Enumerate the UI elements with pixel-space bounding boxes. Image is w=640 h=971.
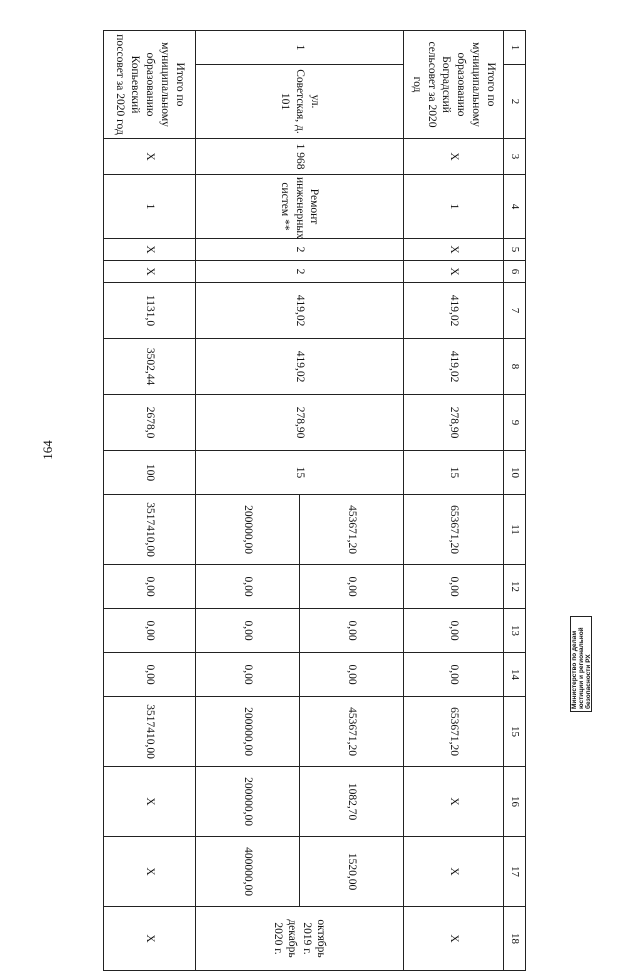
- table-cell: 0,00: [104, 565, 196, 609]
- table-cell: X: [404, 837, 504, 907]
- table-cell: X: [104, 767, 196, 837]
- table-cell: 0,00: [196, 565, 300, 609]
- col-header-5: 5: [504, 239, 526, 261]
- stamp-line: юстиции и региональной: [577, 627, 585, 709]
- table-cell: 0,00: [404, 653, 504, 697]
- table-cell: X: [104, 239, 196, 261]
- table-cell: 200000,00: [196, 697, 300, 767]
- address-cell: ул. Советская, д. 101: [196, 65, 404, 139]
- col-header-10: 10: [504, 451, 526, 495]
- header-row: [504, 31, 526, 971]
- table-cell: 100: [104, 451, 196, 495]
- table-cell: 2678,0: [104, 395, 196, 451]
- table-cell: X: [104, 907, 196, 971]
- table-cell: 1082,70: [300, 767, 404, 837]
- table-cell: 278,90: [196, 395, 404, 451]
- table-cell: 419,02: [196, 283, 404, 339]
- stamp-line: Министерство по делам: [571, 630, 578, 709]
- table-cell: X: [104, 139, 196, 175]
- table-cell: 653671,20: [404, 495, 504, 565]
- col-header-9: 9: [504, 395, 526, 451]
- table-cell: 3517410,00: [104, 697, 196, 767]
- table-cell: 15: [404, 451, 504, 495]
- col-header-11: 11: [504, 495, 526, 565]
- table-cell: 1 968: [196, 139, 404, 175]
- table-cell: X: [404, 139, 504, 175]
- col-header-16: 16: [504, 767, 526, 837]
- table-cell: X: [404, 907, 504, 971]
- table-cell: 278,90: [404, 395, 504, 451]
- table-cell: 1131,0: [104, 283, 196, 339]
- data-table: [103, 30, 526, 971]
- table-cell: X: [404, 239, 504, 261]
- table-cell: 2: [196, 261, 404, 283]
- table-cell: 400000,00: [196, 837, 300, 907]
- table-cell: 0,00: [196, 609, 300, 653]
- table-cell: 453671,20: [300, 495, 404, 565]
- table-cell: 453671,20: [300, 697, 404, 767]
- table-cell: 653671,20: [404, 697, 504, 767]
- table-cell: 0,00: [104, 609, 196, 653]
- page-number: 164: [39, 440, 55, 460]
- object-row: [300, 31, 404, 971]
- col-header-15: 15: [504, 697, 526, 767]
- rotated-table-container: [114, 30, 526, 958]
- table-cell: X: [404, 261, 504, 283]
- col-header-8: 8: [504, 339, 526, 395]
- total-row-bograd: [404, 31, 504, 971]
- table-cell: 3502,44: [104, 339, 196, 395]
- table-cell: 419,02: [196, 339, 404, 395]
- table-cell: X: [404, 767, 504, 837]
- total-row-kopyevo: [104, 31, 196, 971]
- registration-stamp: [570, 616, 592, 712]
- table-cell: 419,02: [404, 283, 504, 339]
- table-cell: 200000,00: [196, 495, 300, 565]
- period-cell: октябрь 2019 г. декабрь 2020 г.: [196, 907, 404, 971]
- table-cell: X: [104, 261, 196, 283]
- row-number: 1: [196, 31, 404, 65]
- table-cell: 0,00: [300, 565, 404, 609]
- table-cell: 0,00: [300, 653, 404, 697]
- table-cell: 0,00: [404, 565, 504, 609]
- table-cell: X: [104, 837, 196, 907]
- table-cell: 419,02: [404, 339, 504, 395]
- col-header-2: 2: [504, 65, 526, 139]
- table-cell: 0,00: [104, 653, 196, 697]
- col-header-7: 7: [504, 283, 526, 339]
- table-cell: 1520,00: [300, 837, 404, 907]
- table-cell: 1: [404, 175, 504, 239]
- table-cell: 0,00: [404, 609, 504, 653]
- col-header-17: 17: [504, 837, 526, 907]
- table-cell: 15: [196, 451, 404, 495]
- table-cell: 2: [196, 239, 404, 261]
- table-cell: 1: [104, 175, 196, 239]
- col-header-4: 4: [504, 175, 526, 239]
- col-header-14: 14: [504, 653, 526, 697]
- total-label: Итого по муниципальному образованию Копьевский поссовет за 2020 год: [104, 31, 196, 139]
- col-header-18: 18: [504, 907, 526, 971]
- col-header-12: 12: [504, 565, 526, 609]
- table-cell: 0,00: [300, 609, 404, 653]
- table-cell: 3517410,00: [104, 495, 196, 565]
- col-header-6: 6: [504, 261, 526, 283]
- col-header-13: 13: [504, 609, 526, 653]
- work-type-cell: Ремонт инженерных систем **: [196, 175, 404, 239]
- col-header-3: 3: [504, 139, 526, 175]
- table-cell: 0,00: [196, 653, 300, 697]
- stamp-line: безопасности РХ: [584, 654, 592, 709]
- col-header-1: 1: [504, 31, 526, 65]
- total-label: Итого по муниципальному образованию Боградский сельсовет за 2020 год: [404, 31, 504, 139]
- table-cell: 200000,00: [196, 767, 300, 837]
